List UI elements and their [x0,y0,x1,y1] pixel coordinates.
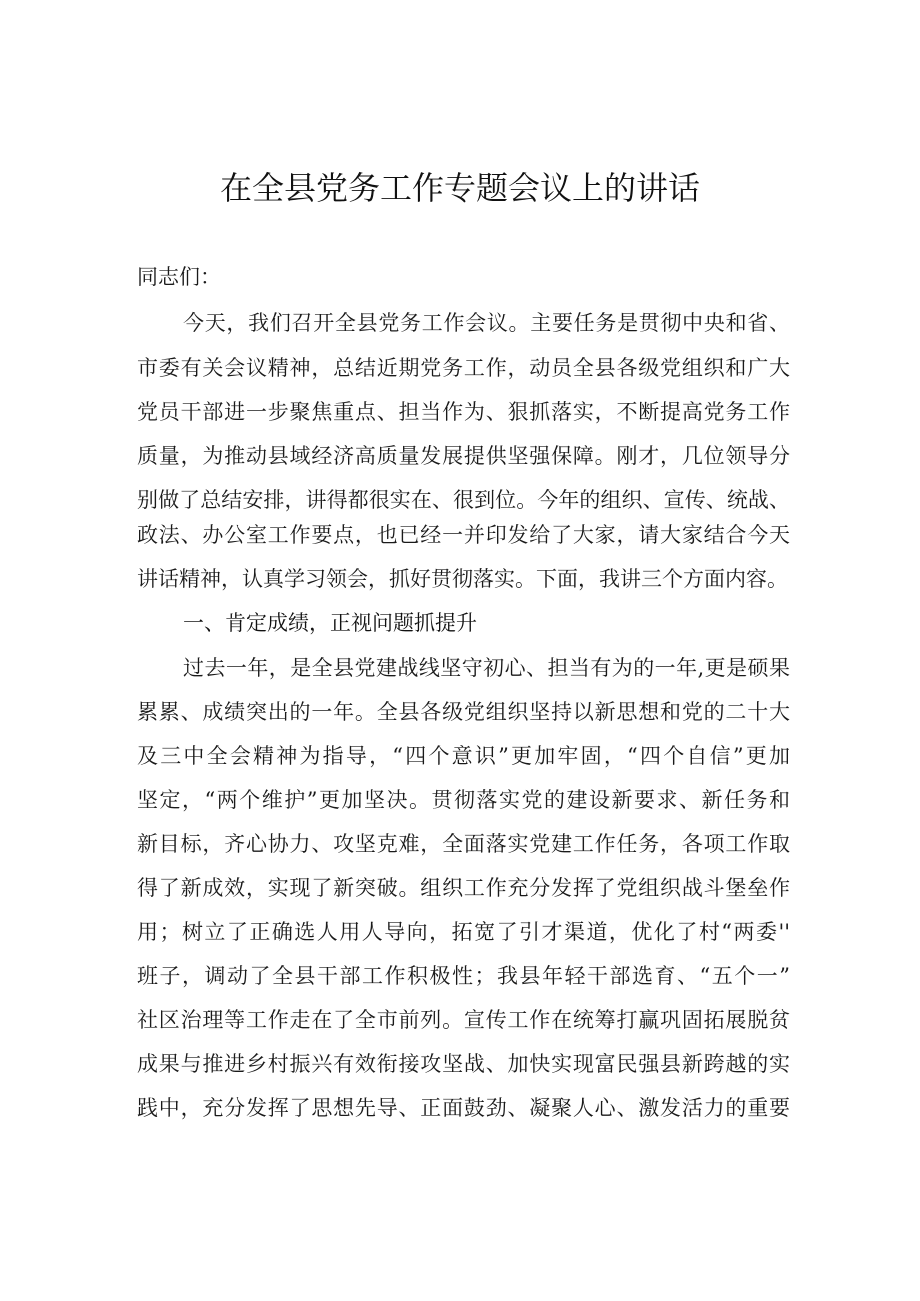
paragraph-2-line: 新目标，齐心协力、攻坚克难，全面落实党建工作任务，各项工作取 [137,832,790,856]
paragraph-1-line: 质量，为推动县域经济高质量发展提供坚强保障。刚才，几位领导分 [137,444,790,468]
paragraph-1-line: 今天，我们召开全县党务工作会议。主要任务是贯彻中央和省、 [183,311,790,335]
paragraph-2-line: 践中，充分发挥了思想先导、正面鼓劲、凝聚人心、激发活力的重要 [137,1096,790,1120]
paragraph-2-line: 过去一年，是全县党建战线坚守初心、担当有为的一年,更是硕果 [183,656,790,680]
paragraph-1-line: 别做了总结安排，讲得都很实在、很到位。今年的组织、宣传、统战、 [137,488,790,512]
paragraph-2-line: 成果与推进乡村振兴有效衔接攻坚战、加快实现富民强县新跨越的实 [137,1052,790,1076]
paragraph-2-line: 及三中全会精神为指导，“四个意识”更加牢固，“四个自信”更加 [137,744,790,768]
document-title: 在全县党务工作专题会议上的讲话 [219,169,700,207]
paragraph-1-line: 党员干部进一步聚焦重点、担当作为、狠抓落实，不断提高党务工作 [137,400,790,424]
paragraph-1-line: 市委有关会议精神，总结近期党务工作，动员全县各级党组织和广大 [137,356,790,380]
greeting: 同志们： [137,265,221,289]
paragraph-2-line: 社区治理等工作走在了全市前列。宣传工作在统筹打赢巩固拓展脱贫 [137,1008,790,1032]
section-heading: 一、肯定成绩，正视问题抓提升 [183,611,477,635]
paragraph-2-line: 得了新成效，实现了新突破。组织工作充分发挥了党组织战斗堡垒作 [137,876,790,900]
paragraph-2-line: 班子，调动了全县干部工作积极性；我县年轻干部选育、“五个一” [137,964,790,988]
paragraph-1-line: 讲话精神，认真学习领会，抓好贯彻落实。下面，我讲三个方面内容。 [137,567,788,591]
paragraph-2-line: 用；树立了正确选人用人导向，拓宽了引才渠道，优化了村“两委'' [137,920,790,944]
paragraph-1-line: 政法、办公室工作要点，也已经一并印发给了大家，请大家结合今天 [137,523,790,547]
paragraph-2-line: 坚定，“两个维护”更加坚决。贯彻落实党的建设新要求、新任务和 [137,788,790,812]
paragraph-2-line: 累累、成绩突出的一年。全县各级党组织坚持以新思想和党的二十大 [137,700,790,724]
